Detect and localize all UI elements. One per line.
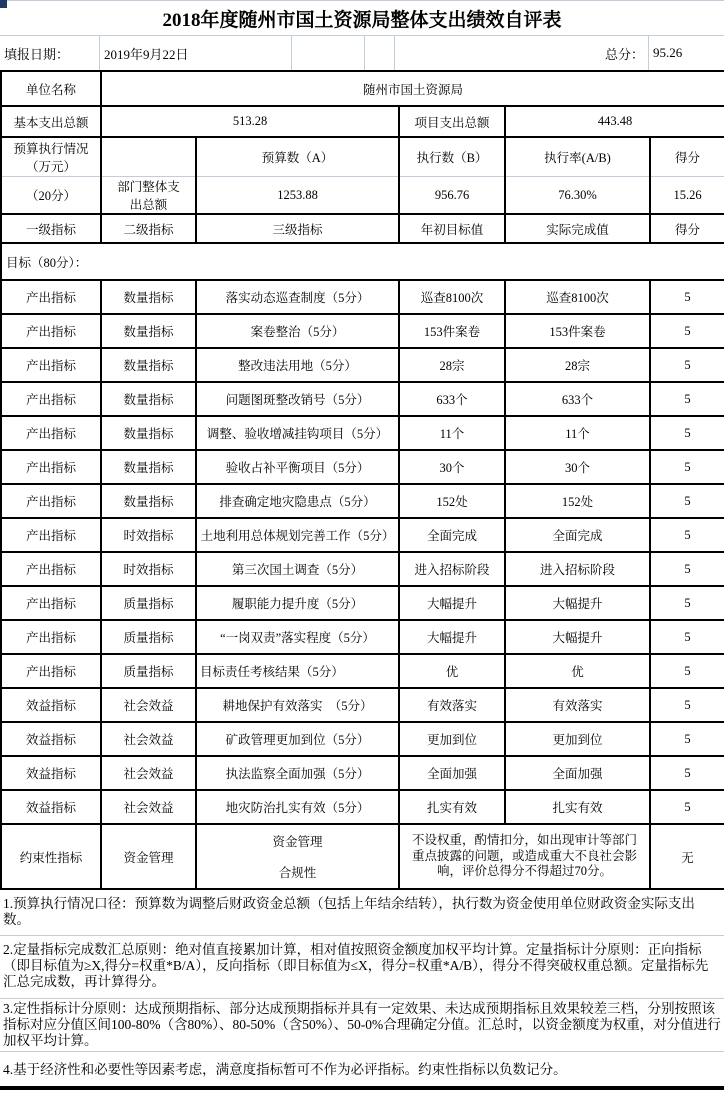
indicator-level1: 产出指标 bbox=[1, 314, 101, 348]
constraint-row bbox=[1, 824, 724, 889]
indicator-score: 5 bbox=[650, 688, 724, 722]
date-label: 填报日期： bbox=[0, 36, 100, 70]
project-expense-value: 443.48 bbox=[505, 106, 724, 137]
indicator-level2: 数量指标 bbox=[101, 484, 196, 518]
indicator-actual: 有效落实 bbox=[505, 688, 650, 722]
header-exec-rate: 执行率(A/B) bbox=[505, 137, 650, 177]
indicator-level2: 质量指标 bbox=[101, 586, 196, 620]
budget-exec-label-line2: （万元） bbox=[25, 160, 76, 174]
indicator-level2: 社会效益 bbox=[101, 688, 196, 722]
indicator-level3: 第三次国土调查（5分） bbox=[196, 552, 399, 586]
indicator-row bbox=[1, 654, 724, 688]
indicator-level2: 社会效益 bbox=[101, 722, 196, 756]
indicator-header-row bbox=[1, 214, 724, 243]
exec-rate-value: 76.30% bbox=[505, 177, 650, 215]
indicator-level1: 产出指标 bbox=[1, 654, 101, 688]
indicator-level3: 履职能力提升度（5分） bbox=[196, 586, 399, 620]
indicator-actual: 更加到位 bbox=[505, 722, 650, 756]
basic-expense-label: 基本支出总额 bbox=[1, 106, 101, 137]
indicator-level1: 效益指标 bbox=[1, 790, 101, 824]
indicator-level1: 产出指标 bbox=[1, 450, 101, 484]
constraint-note: 不设权重，酌情扣分，如出现审计等部门重点披露的问题，或造成重大不良社会影响，评价总得分不得超过70分。 bbox=[399, 824, 650, 889]
indicator-level2: 时效指标 bbox=[101, 518, 196, 552]
indicator-row bbox=[1, 552, 724, 586]
indicator-score: 5 bbox=[650, 654, 724, 688]
indicator-level3: 调整、验收增减挂钩项目（5分） bbox=[196, 416, 399, 450]
exec-score-value: 15.26 bbox=[650, 177, 724, 215]
constraint-level1: 约束性指标 bbox=[1, 824, 101, 889]
budget-value: 1253.88 bbox=[196, 177, 399, 215]
project-expense-label: 项目支出总额 bbox=[399, 106, 505, 137]
indicator-level1: 效益指标 bbox=[1, 688, 101, 722]
header-indicator-score: 得分 bbox=[650, 214, 724, 243]
indicator-score: 5 bbox=[650, 280, 724, 314]
indicator-level2: 质量指标 bbox=[101, 620, 196, 654]
indicator-target: 30个 bbox=[399, 450, 505, 484]
indicator-target: 大幅提升 bbox=[399, 620, 505, 654]
indicator-level3: 执法监察全面加强（5分） bbox=[196, 756, 399, 790]
indicator-level3: 整改违法用地（5分） bbox=[196, 348, 399, 382]
indicator-level1: 效益指标 bbox=[1, 756, 101, 790]
header-budget-a: 预算数（A） bbox=[196, 137, 399, 177]
indicator-level2: 数量指标 bbox=[101, 314, 196, 348]
indicator-row bbox=[1, 722, 724, 756]
header-score: 得分 bbox=[650, 137, 724, 177]
total-score-value: 95.26 bbox=[653, 45, 683, 60]
indicator-level3: 地灾防治扎实有效（5分） bbox=[196, 790, 399, 824]
indicator-score: 5 bbox=[650, 722, 724, 756]
indicator-actual: 全面加强 bbox=[505, 756, 650, 790]
budget-exec-label bbox=[1, 137, 101, 177]
indicator-level2: 社会效益 bbox=[101, 756, 196, 790]
indicator-level2: 数量指标 bbox=[101, 280, 196, 314]
indicator-level2: 质量指标 bbox=[101, 654, 196, 688]
indicator-actual: 进入招标阶段 bbox=[505, 552, 650, 586]
indicator-target: 全面完成 bbox=[399, 518, 505, 552]
footnotes-section bbox=[0, 890, 724, 1090]
indicator-target: 更加到位 bbox=[399, 722, 505, 756]
indicator-score: 5 bbox=[650, 790, 724, 824]
indicator-score: 5 bbox=[650, 756, 724, 790]
indicator-row bbox=[1, 484, 724, 518]
footnote-4: 4.基于经济性和必要性等因素考虑，满意度指标暂可不作为必评指标。约束性指标以负数记分。 bbox=[0, 1052, 724, 1090]
indicator-actual: 153件案卷 bbox=[505, 314, 650, 348]
goal-label: 目标（80分）： bbox=[1, 243, 724, 280]
date-score-row bbox=[0, 36, 724, 70]
indicator-actual: 优 bbox=[505, 654, 650, 688]
selection-marker bbox=[0, 0, 7, 8]
indicator-level3: “一岗双责”落实程度（5分） bbox=[196, 620, 399, 654]
unit-row bbox=[1, 71, 724, 106]
dept-total-expense-label: 部门整体支出总额 bbox=[101, 177, 196, 215]
date-value: 2019年9月22日 bbox=[100, 36, 292, 70]
basic-expense-value: 513.28 bbox=[101, 106, 399, 137]
constraint-level3-line1: 资金管理 bbox=[272, 835, 323, 849]
empty-cell bbox=[101, 137, 196, 177]
header-level2-indicator: 二级指标 bbox=[101, 214, 196, 243]
indicator-level3: 土地利用总体规划完善工作（5分） bbox=[196, 518, 399, 552]
total-score-label: 总分： bbox=[395, 36, 649, 70]
indicator-score: 5 bbox=[650, 552, 724, 586]
constraint-level2: 资金管理 bbox=[101, 824, 196, 889]
indicator-actual: 11个 bbox=[505, 416, 650, 450]
indicator-level3: 案卷整治（5分） bbox=[196, 314, 399, 348]
budget-exec-label-line1: 预算执行情况 bbox=[13, 142, 89, 156]
indicator-target: 优 bbox=[399, 654, 505, 688]
indicator-level3: 矿政管理更加到位（5分） bbox=[196, 722, 399, 756]
indicator-target: 全面加强 bbox=[399, 756, 505, 790]
budget-exec-value-row bbox=[1, 177, 724, 215]
indicator-actual: 巡查8100次 bbox=[505, 280, 650, 314]
main-table bbox=[0, 70, 724, 890]
indicator-actual: 30个 bbox=[505, 450, 650, 484]
indicator-score: 5 bbox=[650, 518, 724, 552]
indicator-level1: 产出指标 bbox=[1, 620, 101, 654]
indicator-level1: 效益指标 bbox=[1, 722, 101, 756]
indicator-target: 大幅提升 bbox=[399, 586, 505, 620]
empty-cell bbox=[292, 36, 365, 70]
indicator-row bbox=[1, 790, 724, 824]
indicator-row bbox=[1, 382, 724, 416]
indicator-level1: 产出指标 bbox=[1, 552, 101, 586]
expense-row bbox=[1, 106, 724, 137]
indicator-score: 5 bbox=[650, 450, 724, 484]
goal-row bbox=[1, 243, 724, 280]
indicator-score: 5 bbox=[650, 484, 724, 518]
indicator-level1: 产出指标 bbox=[1, 348, 101, 382]
indicator-level3: 排查确定地灾隐患点（5分） bbox=[196, 484, 399, 518]
indicator-actual: 大幅提升 bbox=[505, 586, 650, 620]
form-title: 2018年度随州市国土资源局整体支出绩效自评表 bbox=[162, 9, 562, 31]
indicator-level3: 验收占补平衡项目（5分） bbox=[196, 450, 399, 484]
indicator-target: 有效落实 bbox=[399, 688, 505, 722]
indicator-level3: 落实动态巡查制度（5分） bbox=[196, 280, 399, 314]
header-level1-indicator: 一级指标 bbox=[1, 214, 101, 243]
constraint-level3-line2: 合规性 bbox=[278, 866, 317, 880]
indicator-row bbox=[1, 314, 724, 348]
indicator-target: 153件案卷 bbox=[399, 314, 505, 348]
indicator-level1: 产出指标 bbox=[1, 416, 101, 450]
indicator-level2: 社会效益 bbox=[101, 790, 196, 824]
indicator-level1: 产出指标 bbox=[1, 382, 101, 416]
footnote-3: 3.定性指标计分原则：达成预期指标、部分达成预期指标并具有一定效果、未达成预期指标且效果较差三档，分别按照该指标对应分值区间100-80%（含80%）、80-50%（含50%）、50-0%合理确定分值。汇总时，以资金额度为权重，对分值进行加权平均计算。 bbox=[0, 999, 724, 1052]
indicator-level1: 产出指标 bbox=[1, 280, 101, 314]
constraint-level3 bbox=[196, 824, 399, 889]
indicator-row bbox=[1, 450, 724, 484]
indicator-row bbox=[1, 688, 724, 722]
indicator-actual: 152处 bbox=[505, 484, 650, 518]
indicator-target: 扎实有效 bbox=[399, 790, 505, 824]
indicator-level3: 问题图斑整改销号（5分） bbox=[196, 382, 399, 416]
weight-label: （20分） bbox=[1, 177, 101, 215]
unit-value: 随州市国土资源局 bbox=[101, 71, 724, 106]
indicator-level1: 产出指标 bbox=[1, 586, 101, 620]
empty-cell bbox=[365, 36, 395, 70]
indicator-level2: 数量指标 bbox=[101, 348, 196, 382]
indicator-row bbox=[1, 620, 724, 654]
indicator-actual: 大幅提升 bbox=[505, 620, 650, 654]
budget-exec-header-row bbox=[1, 137, 724, 177]
indicator-level2: 数量指标 bbox=[101, 416, 196, 450]
indicator-level2: 数量指标 bbox=[101, 450, 196, 484]
indicator-score: 5 bbox=[650, 620, 724, 654]
indicator-row bbox=[1, 518, 724, 552]
indicator-actual: 全面完成 bbox=[505, 518, 650, 552]
indicator-level2: 数量指标 bbox=[101, 382, 196, 416]
footnote-1: 1.预算执行情况口径：预算数为调整后财政资金总额（包括上年结余结转），执行数为资金使用单位财政资金实际支出数。 bbox=[0, 890, 724, 936]
header-actual-value: 实际完成值 bbox=[505, 214, 650, 243]
indicator-score: 5 bbox=[650, 348, 724, 382]
indicator-target: 进入招标阶段 bbox=[399, 552, 505, 586]
indicator-row bbox=[1, 280, 724, 314]
indicator-score: 5 bbox=[650, 314, 724, 348]
unit-label: 单位名称 bbox=[1, 71, 101, 106]
indicator-row bbox=[1, 756, 724, 790]
header-executed-b: 执行数（B） bbox=[399, 137, 505, 177]
header-level3-indicator: 三级指标 bbox=[196, 214, 399, 243]
indicator-target: 633个 bbox=[399, 382, 505, 416]
indicator-target: 152处 bbox=[399, 484, 505, 518]
indicator-score: 5 bbox=[650, 416, 724, 450]
indicator-score: 5 bbox=[650, 382, 724, 416]
executed-value: 956.76 bbox=[399, 177, 505, 215]
indicator-row bbox=[1, 416, 724, 450]
indicator-actual: 扎实有效 bbox=[505, 790, 650, 824]
constraint-score: 无 bbox=[650, 824, 724, 889]
indicator-level3: 目标责任考核结果（5分） bbox=[196, 654, 399, 688]
indicator-level2: 时效指标 bbox=[101, 552, 196, 586]
header-target-value: 年初目标值 bbox=[399, 214, 505, 243]
indicator-row bbox=[1, 348, 724, 382]
form-title-bar bbox=[0, 0, 724, 36]
footnote-2: 2.定量指标完成数汇总原则：绝对值直接累加计算，相对值按照资金额度加权平均计算。定量指标计分原则：正向指标（即目标值为≥X,得分=权重*B/A），反向指标（即目标值为≤X，得分=权重*A/B），得分不得突破权重总额。定量指标先汇总完成数，再计算得分。 bbox=[0, 936, 724, 999]
indicator-level1: 产出指标 bbox=[1, 518, 101, 552]
indicator-actual: 28宗 bbox=[505, 348, 650, 382]
indicator-level1: 产出指标 bbox=[1, 484, 101, 518]
indicator-target: 巡查8100次 bbox=[399, 280, 505, 314]
indicator-score: 5 bbox=[650, 586, 724, 620]
indicator-table-body bbox=[1, 280, 724, 824]
indicator-actual: 633个 bbox=[505, 382, 650, 416]
indicator-target: 28宗 bbox=[399, 348, 505, 382]
indicator-row bbox=[1, 586, 724, 620]
indicator-level3: 耕地保护有效落实 （5分） bbox=[196, 688, 399, 722]
indicator-target: 11个 bbox=[399, 416, 505, 450]
